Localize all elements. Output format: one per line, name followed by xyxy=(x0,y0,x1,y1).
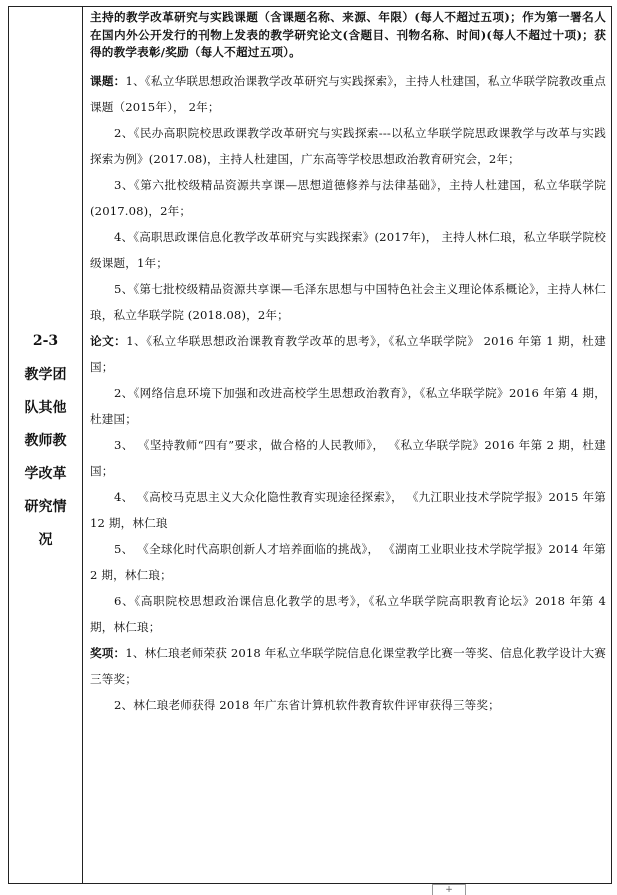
topic-text: 1、《私立华联思想政治课教学改革研究与实践探索》，主持人杜建国，私立华联学院教改重点课题（2015年）， 2年； xyxy=(90,73,606,114)
row-code: 2-3 xyxy=(32,333,59,349)
row-label-line: 教师教 xyxy=(24,433,67,449)
topics-label: 课题： xyxy=(90,73,126,88)
row-label-line: 况 xyxy=(38,532,53,548)
content-cell xyxy=(83,7,611,883)
row-label-line: 教学团 xyxy=(24,367,67,383)
awards-label: 奖项： xyxy=(90,645,126,660)
paper-item: 2、《网络信息环境下加强和改进高校学生思想政治教育》，《私立华联学院》2016 年第 4 期，杜建国； xyxy=(90,385,606,426)
row-label-cell xyxy=(9,7,83,883)
topic-item: 4、《高职思政课信息化教学改革研究与实践探索》(2017年)， 主持人林仁琅，私立华联学院校级课题，1年； xyxy=(90,229,606,270)
award-item: 2、林仁琅老师获得 2018 年广东省计算机软件教育软件评审获得三等奖； xyxy=(114,697,500,712)
topic-item: 5、《第七批校级精品资源共享课—毛泽东思想与中国特色社会主义理论体系概论》，主持人林仁琅，私立华联学院 (2018.08)，2年； xyxy=(90,281,606,322)
paper-item: 4、 《高校马克思主义大众化隐性教育实现途径探索》， 《九江职业技术学院学报》2015 年第 12 期，林仁琅 xyxy=(90,489,606,530)
paper-item: 6、《高职院校思想政治课信息化教学的思考》，《私立华联学院高职教育论坛》2018 年第 4 期，林仁琅； xyxy=(90,593,606,634)
research-table xyxy=(8,6,612,884)
paper-item xyxy=(90,328,606,380)
paper-item: 3、 《坚持教师“四有”要求，做合格的人民教师》， 《私立华联学院》2016 年第 2 期，杜建国； xyxy=(90,437,606,478)
row-label-line: 研究情 xyxy=(24,499,67,515)
section-header: 主持的教学改革研究与实践课题（含课题名称、来源、年限）(每人不超过五项)；作为第一署名人在国内外公开发行的刊物上发表的教学研究论文(含题目、刊物名称、时间)(每人不超过十项)；获得的教学表彰/奖励（每人不超过五项）。 xyxy=(90,10,606,59)
paper-item: 5、 《全球化时代高职创新人才培养面临的挑战》， 《湖南工业职业技术学院学报》2014 年第 2 期，林仁琅； xyxy=(90,541,606,582)
papers-label: 论文： xyxy=(90,333,127,348)
topic-item: 2、《民办高职院校思政课教学改革研究与实践探索---以私立华联学院思政课教学与改革与实践探索为例》(2017.08)，主持人杜建国，广东高等学校思想政治教育研究会，2年； xyxy=(90,125,606,166)
award-text: 1、林仁琅老师荣获 2018 年私立华联学院信息化课堂教学比赛一等奖、信息化教学设计大赛三等奖； xyxy=(90,645,607,686)
award-item xyxy=(90,640,606,692)
row-label-line: 学改革 xyxy=(24,466,67,482)
table-add-handle[interactable]: + xyxy=(432,884,466,895)
paper-text: 1、《私立华联思想政治课教育教学改革的思考》，《私立华联学院》 2016 年第 1 期，杜建国； xyxy=(90,333,606,374)
topic-item: 3、《第六批校级精品资源共享课—思想道德修养与法律基础》，主持人杜建国，私立华联学院 (2017.08)，2年； xyxy=(90,177,606,218)
row-label-line: 队其他 xyxy=(24,400,67,416)
topic-item xyxy=(90,68,606,120)
